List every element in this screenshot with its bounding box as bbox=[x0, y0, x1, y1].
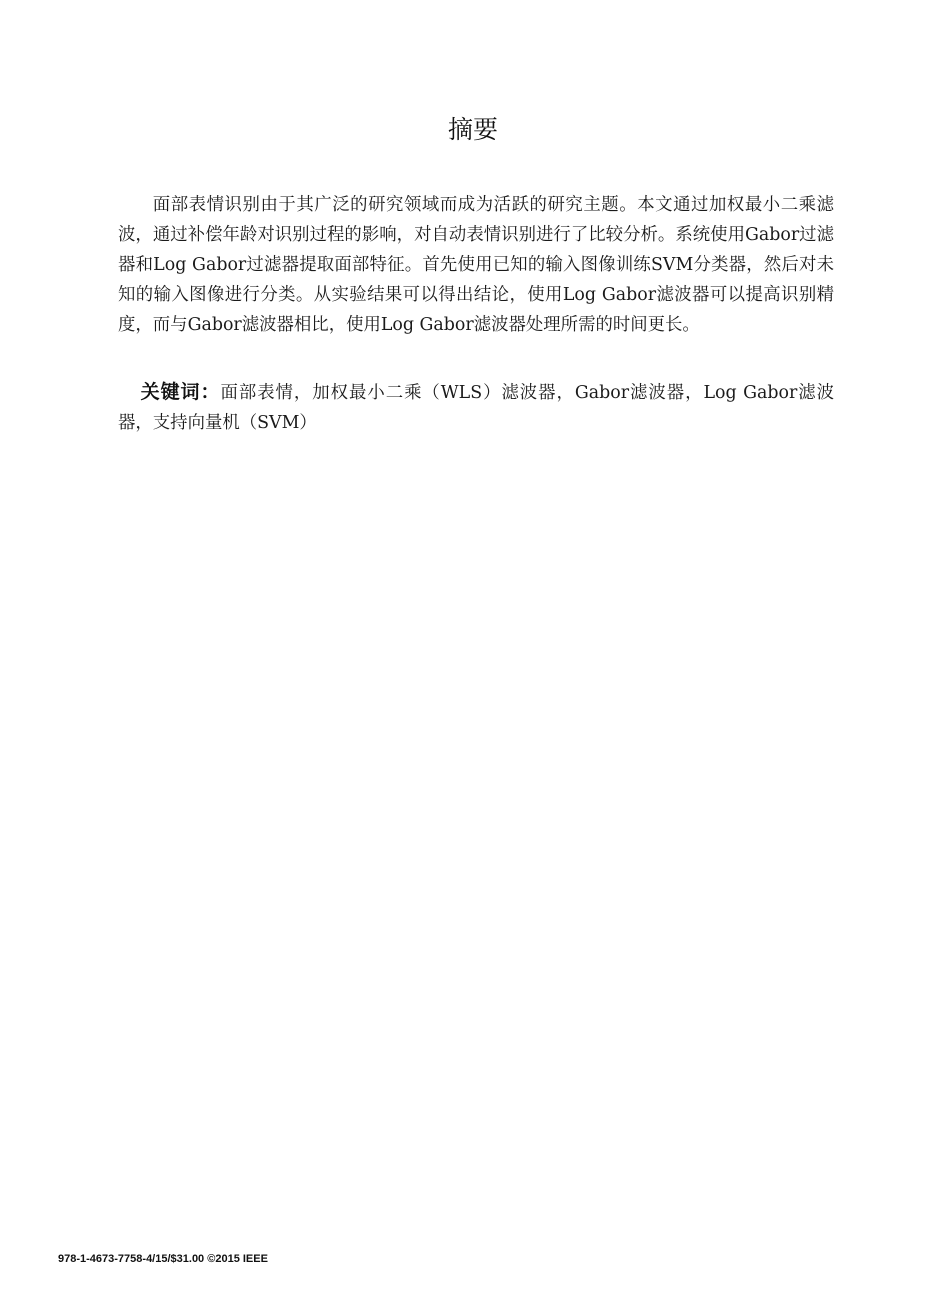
keywords-text: 面部表情，加权最小二乘（WLS）滤波器，Gabor滤波器，Log Gabor滤波器，支持向量机（SVM） bbox=[118, 383, 834, 433]
copyright-notice: 978-1-4673-7758-4/15/$31.00 ©2015 IEEE bbox=[58, 1253, 268, 1265]
abstract-title: 摘要 bbox=[447, 115, 498, 144]
abstract-body: 面部表情识别由于其广泛的研究领域而成为活跃的研究主题。本文通过加权最小二乘滤波，通过补偿年龄对识别过程的影响，对自动表情识别进行了比较分析。系统使用Gabor过滤器和Log Gabor过滤器提取面部特征。首先使用已知的输入图像训练SVM分类器，然后对未知的输入图像进行分类。从实验结果可以得出结论，使用Log Gabor滤波器可以提高识别精度，而与Gabor滤波器相比，使用Log Gabor滤波器处理所需的时间更长。 bbox=[118, 195, 834, 335]
keywords-label: 关键词： bbox=[140, 381, 221, 403]
keywords-paragraph bbox=[118, 377, 834, 438]
